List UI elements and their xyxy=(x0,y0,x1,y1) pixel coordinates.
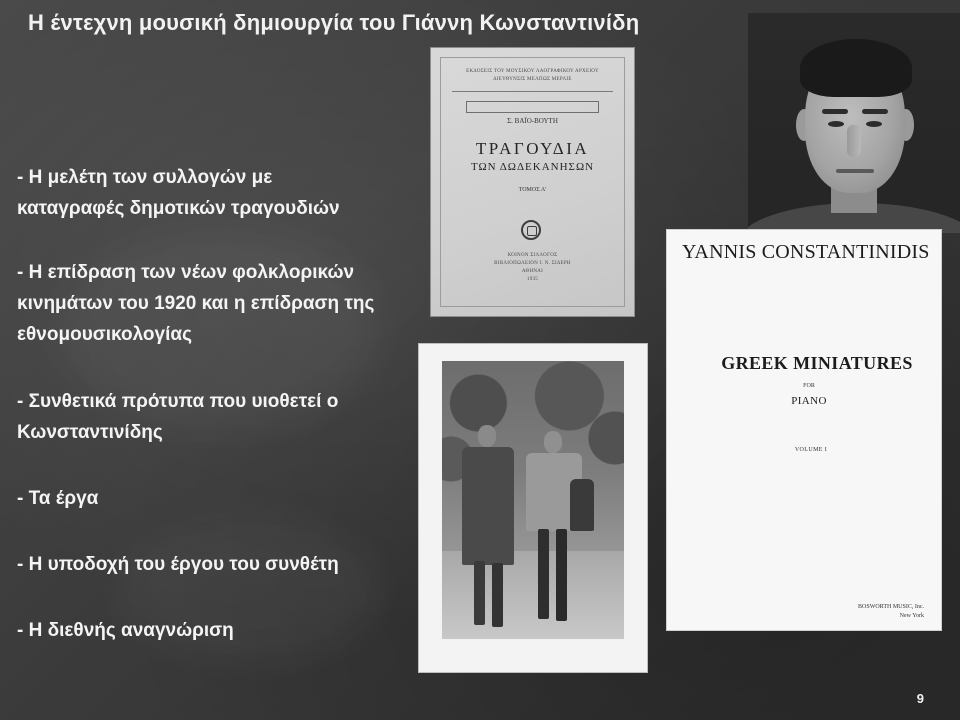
book-subtitle: ΤΩΝ ΔΩΔΕΚΑΝΗΣΩΝ xyxy=(470,161,595,173)
score-publisher-line: BOSWORTH MUSIC, Inc. xyxy=(858,604,924,610)
emblem-icon xyxy=(521,220,541,240)
score-volume: VOLUME I xyxy=(794,447,828,453)
walking-photo xyxy=(418,343,648,673)
bullet-item xyxy=(17,615,234,646)
book-box-row xyxy=(466,101,599,113)
book-publisher-line: 1935 xyxy=(526,277,539,282)
book-header-line: ΔΙΕΥΘΥΝΣΙΣ ΜΕΛΠΩΣ ΜΕΡΛΙΕ xyxy=(493,77,572,82)
book-header-line: ΕΚΔΟΣΕΙΣ ΤΟΥ ΜΟΥΣΙΚΟΥ ΛΑΟΓΡΑΦΙΚΟΥ ΑΡΧΕΙΟΥ xyxy=(466,69,599,74)
portrait-eye xyxy=(828,121,844,127)
book-publisher-line: ΒΙΒΛΙΟΠΩΛΕΙΟΝ Ι. Ν. ΣΙΔΕΡΗ xyxy=(494,261,571,266)
person-leg xyxy=(556,529,567,621)
score-title: GREEK MINIATURES xyxy=(721,353,913,373)
portrait-hair xyxy=(800,39,912,97)
slide-title: Η έντεχνη μουσική δημιουργία του Γιάννη Κωνσταντινίδη xyxy=(28,10,640,35)
walking-photo-image xyxy=(442,361,624,639)
bullet-item xyxy=(17,549,339,580)
bullet-item xyxy=(17,386,338,448)
score-publisher-line: New York xyxy=(899,613,924,619)
score-publisher xyxy=(858,603,924,621)
book-publisher-line: ΚΟΙΝΟΝ ΣΙΛΛΟΓΟΣ xyxy=(507,253,558,258)
bullet-line: εθνομουσικολογίας xyxy=(17,324,192,345)
book-author: Σ. ΒΑΪΟ-ΒΟΥΤΗ xyxy=(507,117,558,125)
bullet-item xyxy=(17,162,340,224)
bullet-line: - Η διεθνής αναγνώριση xyxy=(17,620,234,641)
bullet-line: - Τα έργα xyxy=(17,488,99,509)
portrait-mouth xyxy=(836,169,874,173)
portrait-eye xyxy=(866,121,882,127)
bullet-line: - Η επίδραση των νέων φολκλορικών xyxy=(17,262,355,283)
score-for: FOR xyxy=(803,383,815,389)
bullet-line: - Η υποδοχή του έργου του συνθέτη xyxy=(17,554,339,575)
portrait-photo xyxy=(748,13,960,233)
score-instrument: PIANO xyxy=(791,395,827,407)
person-leg xyxy=(474,561,485,625)
bullet-line: κινημάτων του 1920 και η επίδραση της xyxy=(17,293,375,314)
book-volume: ΤΟΜΟΣ Α' xyxy=(518,187,547,193)
bullet-line: Κωνσταντινίδης xyxy=(17,422,163,443)
book-title: ΤΡΑΓΟΥΔΙΑ xyxy=(475,139,590,158)
book-rule xyxy=(452,91,613,92)
bullet-item xyxy=(17,483,98,514)
portrait-brow xyxy=(862,109,888,114)
person-coat xyxy=(462,447,514,565)
portrait-brow xyxy=(822,109,848,114)
book-publisher-line: ΑΘΗΝΑΙ xyxy=(521,269,544,274)
portrait-nose xyxy=(847,125,861,157)
book-cover-image xyxy=(430,47,635,317)
page-number: 9 xyxy=(916,691,924,706)
bullet-line: καταγραφές δημοτικών τραγουδιών xyxy=(17,198,340,219)
person-head xyxy=(478,425,496,447)
person-leg xyxy=(492,563,503,627)
bullet-line: - Συνθετικά πρότυπα που υιοθετεί ο xyxy=(17,391,339,412)
person-carried-coat xyxy=(570,479,594,531)
person-leg xyxy=(538,529,549,619)
score-composer: YANNIS CONSTANTINIDIS xyxy=(682,241,930,263)
person-head xyxy=(544,431,562,453)
bullet-line: - Η μελέτη των συλλογών με xyxy=(17,167,273,188)
score-cover-image xyxy=(666,229,942,631)
bullet-item xyxy=(17,257,374,350)
